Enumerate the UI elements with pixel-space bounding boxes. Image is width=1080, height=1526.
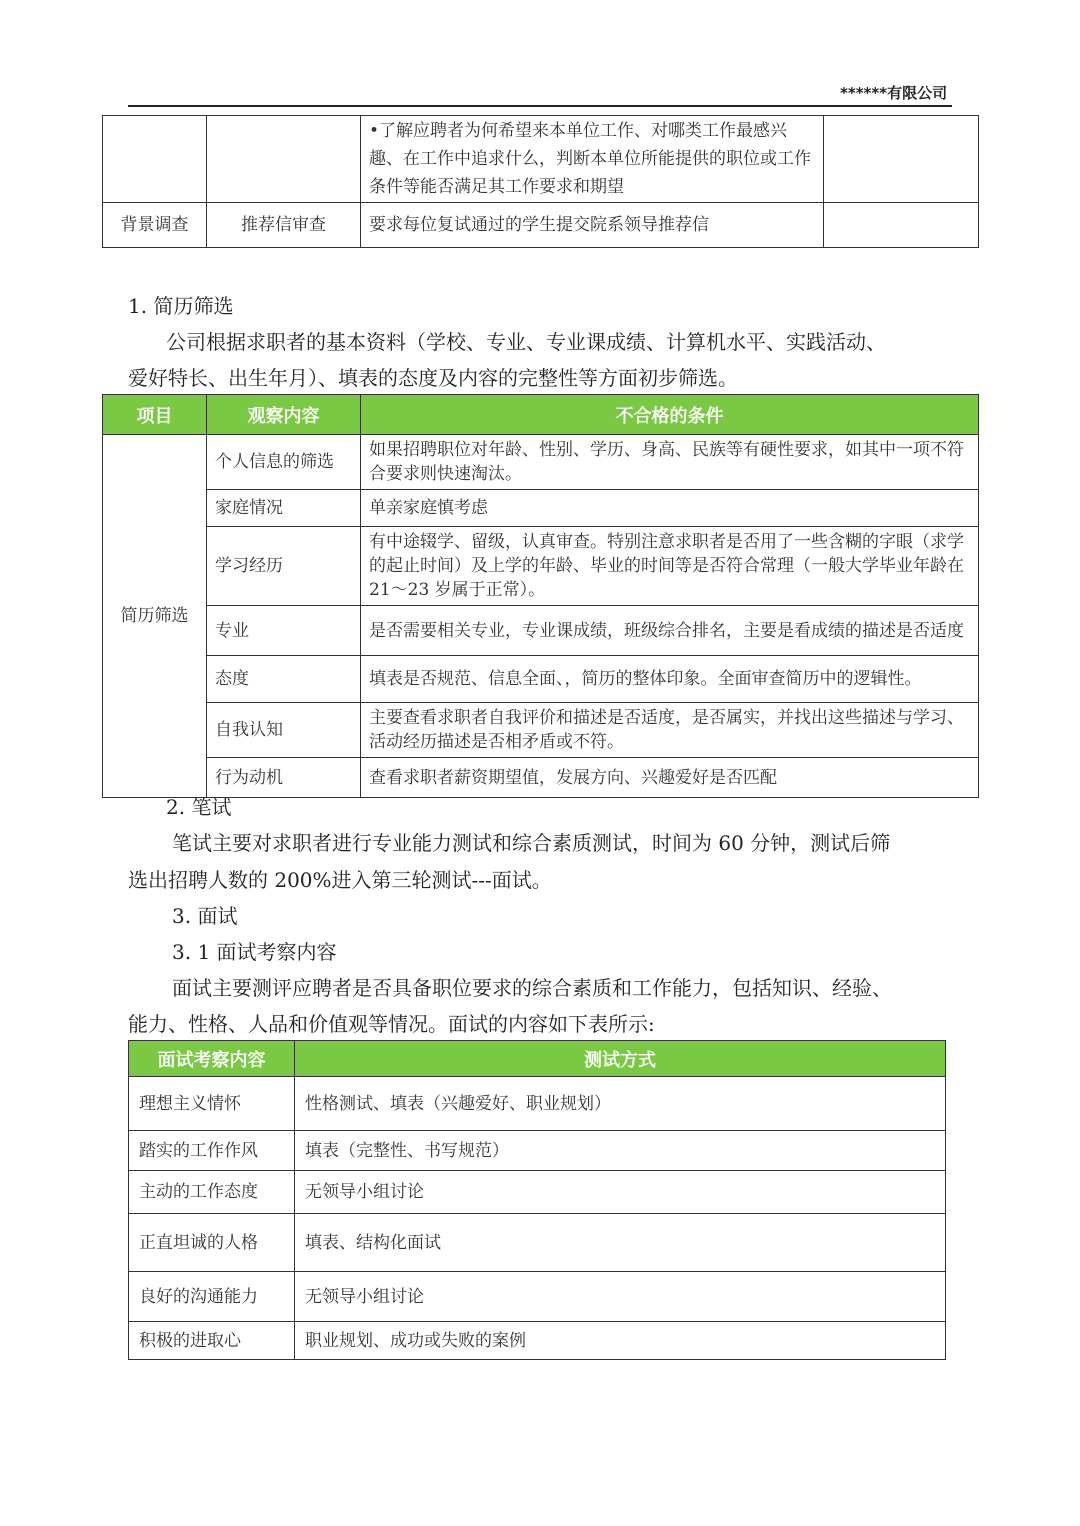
table-row <box>129 1077 946 1131</box>
table-row <box>129 1171 946 1214</box>
item-cell: 态度 <box>207 656 361 703</box>
content-cell: 良好的沟通能力 <box>129 1272 295 1322</box>
table-row <box>103 527 979 606</box>
item-cell: 自我认知 <box>207 703 361 758</box>
table-row <box>103 758 979 798</box>
group-label-cell: 简历筛选 <box>103 435 207 798</box>
table-row <box>103 703 979 758</box>
method-cell: 性格测试、填表（兴趣爱好、职业规划） <box>295 1077 946 1131</box>
section-3-paragraph-line: 能力、性格、人品和价值观等情况。面试的内容如下表所示: <box>128 1012 655 1036</box>
section-1-paragraph-line: 公司根据求职者的基本资料（学校、专业、专业课成绩、计算机水平、实践活动、 <box>166 330 886 354</box>
table-header-row <box>129 1041 946 1077</box>
column-header-content: 面试考察内容 <box>129 1041 295 1077</box>
interview-content-table <box>128 1040 946 1360</box>
content-cell: 正直坦诚的人格 <box>129 1214 295 1272</box>
content-cell: 要求每位复试通过的学生提交院系领导推荐信 <box>361 203 824 248</box>
method-cell: 无领导小组讨论 <box>295 1171 946 1214</box>
table-row <box>103 435 979 490</box>
table-row <box>129 1214 946 1272</box>
condition-cell: 是否需要相关专业，专业课成绩，班级综合排名，主要是看成绩的描述是否适度 <box>361 606 979 656</box>
content-cell: 踏实的工作作风 <box>129 1131 295 1171</box>
section-3-title: 3. 面试 <box>172 904 238 928</box>
item-cell: 个人信息的筛选 <box>207 435 361 490</box>
method-cell: 填表（完整性、书写规范） <box>295 1131 946 1171</box>
condition-cell: 主要查看求职者自我评价和描述是否适度，是否属实，并找出这些描述与学习、活动经历描述是否相矛盾或不符。 <box>361 703 979 758</box>
stage-cell <box>103 116 207 203</box>
table-row <box>129 1131 946 1171</box>
method-cell: 填表、结构化面试 <box>295 1214 946 1272</box>
item-cell: 学习经历 <box>207 527 361 606</box>
note-cell <box>824 203 979 248</box>
item-cell: 推荐信审查 <box>207 203 361 248</box>
table-row <box>103 203 979 248</box>
condition-cell: 如果招聘职位对年龄、性别、学历、身高、民族等有硬性要求，如其中一项不符合要求则快速淘汰。 <box>361 435 979 490</box>
table-row <box>129 1272 946 1322</box>
table-row <box>129 1322 946 1360</box>
column-header-method: 测试方式 <box>295 1041 946 1077</box>
note-cell <box>824 116 979 203</box>
item-cell <box>207 116 361 203</box>
item-cell: 行为动机 <box>207 758 361 798</box>
table-header-row <box>103 395 979 435</box>
column-header-condition: 不合格的条件 <box>361 395 979 435</box>
section-3-paragraph-line: 面试主要测评应聘者是否具备职位要求的综合素质和工作能力，包括知识、经验、 <box>172 976 892 1000</box>
method-cell: 职业规划、成功或失败的案例 <box>295 1322 946 1360</box>
assessment-table-continued <box>102 115 979 248</box>
condition-cell: 单亲家庭慎考虑 <box>361 490 979 527</box>
section-1-title: 1. 简历筛选 <box>128 294 234 318</box>
column-header-observation: 观察内容 <box>207 395 361 435</box>
section-2-paragraph-line: 选出招聘人数的 200%进入第三轮测试---面试。 <box>128 868 552 892</box>
table-row <box>103 116 979 203</box>
header-rule <box>128 105 952 107</box>
condition-cell: 有中途辍学、留级，认真审查。特别注意求职者是否用了一些含糊的字眼（求学的起止时间）及上学的年龄、毕业的时间等是否符合常理（一般大学毕业年龄在 21～23 岁属于正常）。 <box>361 527 979 606</box>
section-2-title: 2. 笔试 <box>166 795 232 819</box>
resume-screening-table <box>102 394 979 798</box>
content-cell: 积极的进取心 <box>129 1322 295 1360</box>
method-cell: 无领导小组讨论 <box>295 1272 946 1322</box>
item-cell: 家庭情况 <box>207 490 361 527</box>
stage-cell: 背景调查 <box>103 203 207 248</box>
table-row <box>103 606 979 656</box>
item-cell: 专业 <box>207 606 361 656</box>
section-1-paragraph-line: 爱好特长、出生年月）、填表的态度及内容的完整性等方面初步筛选。 <box>128 366 738 390</box>
table-row <box>103 490 979 527</box>
content-cell: 主动的工作态度 <box>129 1171 295 1214</box>
column-header-item: 项目 <box>103 395 207 435</box>
condition-cell: 查看求职者薪资期望值，发展方向、兴趣爱好是否匹配 <box>361 758 979 798</box>
content-cell: •了解应聘者为何希望来本单位工作、对哪类工作最感兴趣、在工作中追求什么，判断本单位所能提供的职位或工作条件等能否满足其工作要求和期望 <box>361 116 824 203</box>
section-2-paragraph-line: 笔试主要对求职者进行专业能力测试和综合素质测试，时间为 60 分钟，测试后筛 <box>172 831 891 855</box>
section-3-subtitle: 3. 1 面试考察内容 <box>172 940 337 964</box>
condition-cell: 填表是否规范、信息全面、，简历的整体印象。全面审查简历中的逻辑性。 <box>361 656 979 703</box>
content-cell: 理想主义情怀 <box>129 1077 295 1131</box>
table-row <box>103 656 979 703</box>
company-header: ******有限公司 <box>840 84 948 102</box>
